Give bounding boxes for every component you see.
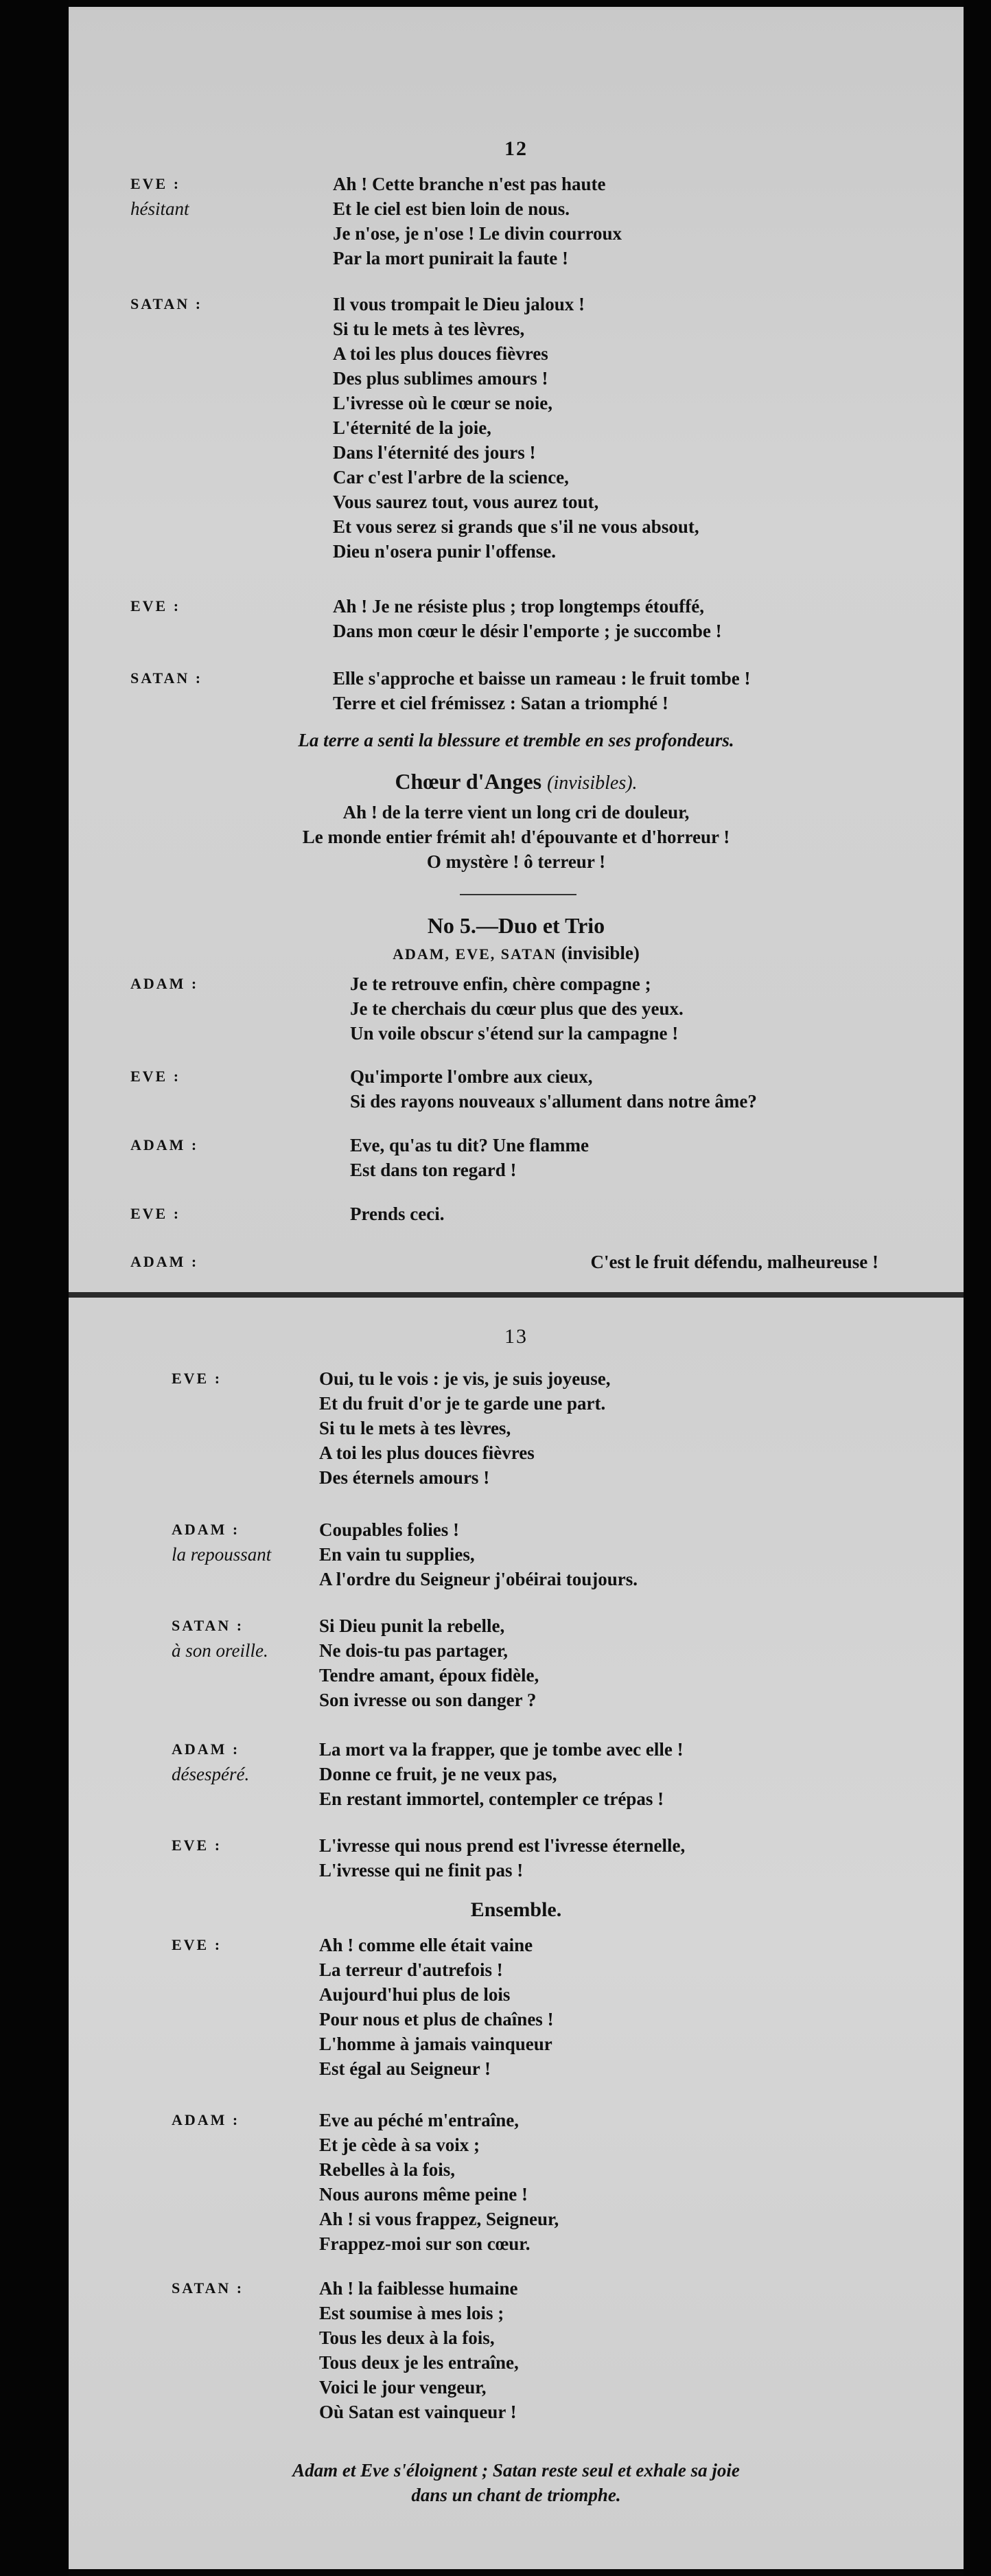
choeur-line: Ah ! de la terre vient un long cri de douleur, [342,802,690,823]
speaker: EVE : [172,1936,222,1953]
verse-line: Qu'importe l'ombre aux cieux, [350,1066,593,1087]
verse-line: Dieu n'osera punir l'offense. [333,541,557,562]
speaker: EVE : [130,1205,181,1222]
film-edge-right [964,0,991,2576]
verse-line: A l'ordre du Seigneur j'obéirai toujours. [319,1569,638,1589]
section-rule [460,894,576,895]
stage-direction: désespéré. [172,1764,250,1784]
verse-line: La terreur d'autrefois ! [319,1959,503,1980]
verse-line: En restant immortel, contempler ce trépas ! [319,1789,664,1809]
verse-line: Coupables folies ! [319,1519,460,1540]
speaker: ADAM : [130,1136,199,1153]
verse-line: Si tu le mets à tes lèvres, [319,1418,511,1438]
speaker: SATAN : [130,669,203,687]
choeur-line: O mystère ! ô terreur ! [426,851,606,872]
verse-line: Dans mon cœur le désir l'emporte ; je succombe ! [333,621,722,641]
verse-line: Si des rayons nouveaux s'allument dans notre âme? [350,1091,757,1112]
speaker: ADAM : [130,1253,199,1270]
verse-line: A toi les plus douces fièvres [319,1442,535,1463]
verse-line: Des éternels amours ! [319,1467,490,1488]
stage-direction-end: Adam et Eve s'éloignent ; Satan reste seul et exhale sa joie [292,2460,740,2481]
verse-line: Et du fruit d'or je te garde une part. [319,1393,606,1414]
verse-line: Aujourd'hui plus de lois [319,1984,511,2005]
verse-line: Des plus sublimes amours ! [333,368,548,389]
verse-line: L'homme à jamais vainqueur [319,2034,552,2054]
verse-line: L'éternité de la joie, [333,417,491,438]
verse-line: L'ivresse qui nous prend est l'ivresse éternelle, [319,1835,686,1856]
verse-line: Et le ciel est bien loin de nous. [333,198,570,219]
speaker: ADAM : la repoussant [172,1517,329,1567]
verse-line: A toi les plus douces fièvres [333,343,548,364]
verse-line: Je n'ose, je n'ose ! Le divin courroux [333,223,622,244]
speaker: EVE : [172,1837,222,1854]
verse-line: Ah ! Cette branche n'est pas haute [333,174,606,194]
verse-line: Si Dieu punit la rebelle, [319,1615,505,1636]
verse-line: Je te retrouve enfin, chère compagne ; [350,974,651,994]
verse-line: L'ivresse où le cœur se noie, [333,393,552,413]
verse-line: Elle s'approche et baisse un rameau : le fruit tombe ! [333,668,751,689]
speaker: EVE : [130,1068,181,1085]
speaker: EVE : [130,597,181,614]
page-12 [69,7,964,1292]
verse-line: C'est le fruit défendu, malheureuse ! [590,1252,878,1272]
verse-line: Eve au péché m'entraîne, [319,2110,519,2130]
choeur-heading: Chœur d'Anges (invisibles). [395,769,638,794]
verse-line: Tous les deux à la fois, [319,2327,495,2348]
verse-line: Terre et ciel frémissez : Satan a triomphé ! [333,693,668,713]
verse-line: En vain tu supplies, [319,1544,475,1565]
verse-line: Son ivresse ou son danger ? [319,1690,537,1710]
ensemble-heading: Ensemble. [470,1898,562,1921]
verse-line: Et vous serez si grands que s'il ne vous absout, [333,516,699,537]
verse-line: Oui, tu le vois : je vis, je suis joyeuse, [319,1368,611,1389]
speaker: SATAN : à son oreille. [172,1613,329,1663]
verse-line: Vous saurez tout, vous aurez tout, [333,492,599,512]
stage-direction-earth: La terre a senti la blessure et tremble en ses profondeurs. [298,730,734,750]
stage-direction: à son oreille. [172,1640,268,1661]
verse-line: L'ivresse qui ne finit pas ! [319,1860,524,1881]
verse-line: Est dans ton regard ! [350,1160,517,1180]
verse-line: Un voile obscur s'étend sur la campagne ! [350,1023,679,1044]
verse-line: Pour nous et plus de chaînes ! [319,2009,554,2029]
stage-direction: la repoussant [172,1544,272,1565]
verse-line: Dans l'éternité des jours ! [333,442,536,463]
film-edge-left [0,0,69,2576]
verse-line: Je te cherchais du cœur plus que des yeux. [350,998,684,1019]
verse-line: Car c'est l'arbre de la science, [333,467,569,487]
verse-line: Et je cède à sa voix ; [319,2135,480,2155]
speaker: ADAM : [130,975,199,992]
verse-line: Tendre amant, époux fidèle, [319,1665,539,1686]
verse-line: Prends ceci. [350,1204,445,1224]
verse-line: Est soumise à mes lois ; [319,2303,504,2323]
verse-line: Si tu le mets à tes lèvres, [333,319,525,339]
verse-line: Par la mort punirait la faute ! [333,248,568,268]
page-13 [69,1298,964,2569]
verse-line: Frappez-moi sur son cœur. [319,2233,531,2254]
verse-line: Ah ! Je ne résiste plus ; trop longtemps étouffé, [333,596,704,617]
page-number: 13 [504,1325,528,1348]
verse-line: Ne dois-tu pas partager, [319,1640,509,1661]
speaker: EVE : [172,1370,222,1387]
number-heading: No 5.—Duo et Trio [427,913,605,938]
verse-line: Tous deux je les entraîne, [319,2352,519,2373]
speaker: EVE : hésitant [130,172,288,221]
cast-line: ADAM, EVE, SATAN (invisible) [393,943,640,963]
speaker: ADAM : [172,2111,240,2128]
verse-line: La mort va la frapper, que je tombe avec elle ! [319,1739,684,1760]
choeur-line: Le monde entier frémit ah! d'épouvante et d'horreur ! [302,827,730,847]
verse-line: Nous aurons même peine ! [319,2184,528,2205]
verse-line: Ah ! comme elle était vaine [319,1935,533,1955]
verse-line: Donne ce fruit, je ne veux pas, [319,1764,557,1784]
page-fold [69,1292,964,1298]
verse-line: Rebelles à la fois, [319,2159,455,2180]
verse-line: Où Satan est vainqueur ! [319,2402,517,2422]
verse-line: Il vous trompait le Dieu jaloux ! [333,294,585,314]
verse-line: Ah ! si vous frappez, Seigneur, [319,2209,559,2229]
verse-line: Est égal au Seigneur ! [319,2058,491,2079]
verse-line: Voici le jour vengeur, [319,2377,487,2397]
speaker: SATAN : [130,295,203,312]
stage-direction: hésitant [130,198,189,219]
page-number: 12 [504,137,528,160]
verse-line: Ah ! la faiblesse humaine [319,2278,518,2299]
speaker: SATAN : [172,2279,244,2297]
verse-line: Eve, qu'as tu dit? Une flamme [350,1135,590,1155]
stage-direction-end: dans un chant de triomphe. [411,2485,621,2505]
speaker: ADAM : désespéré. [172,1737,329,1786]
